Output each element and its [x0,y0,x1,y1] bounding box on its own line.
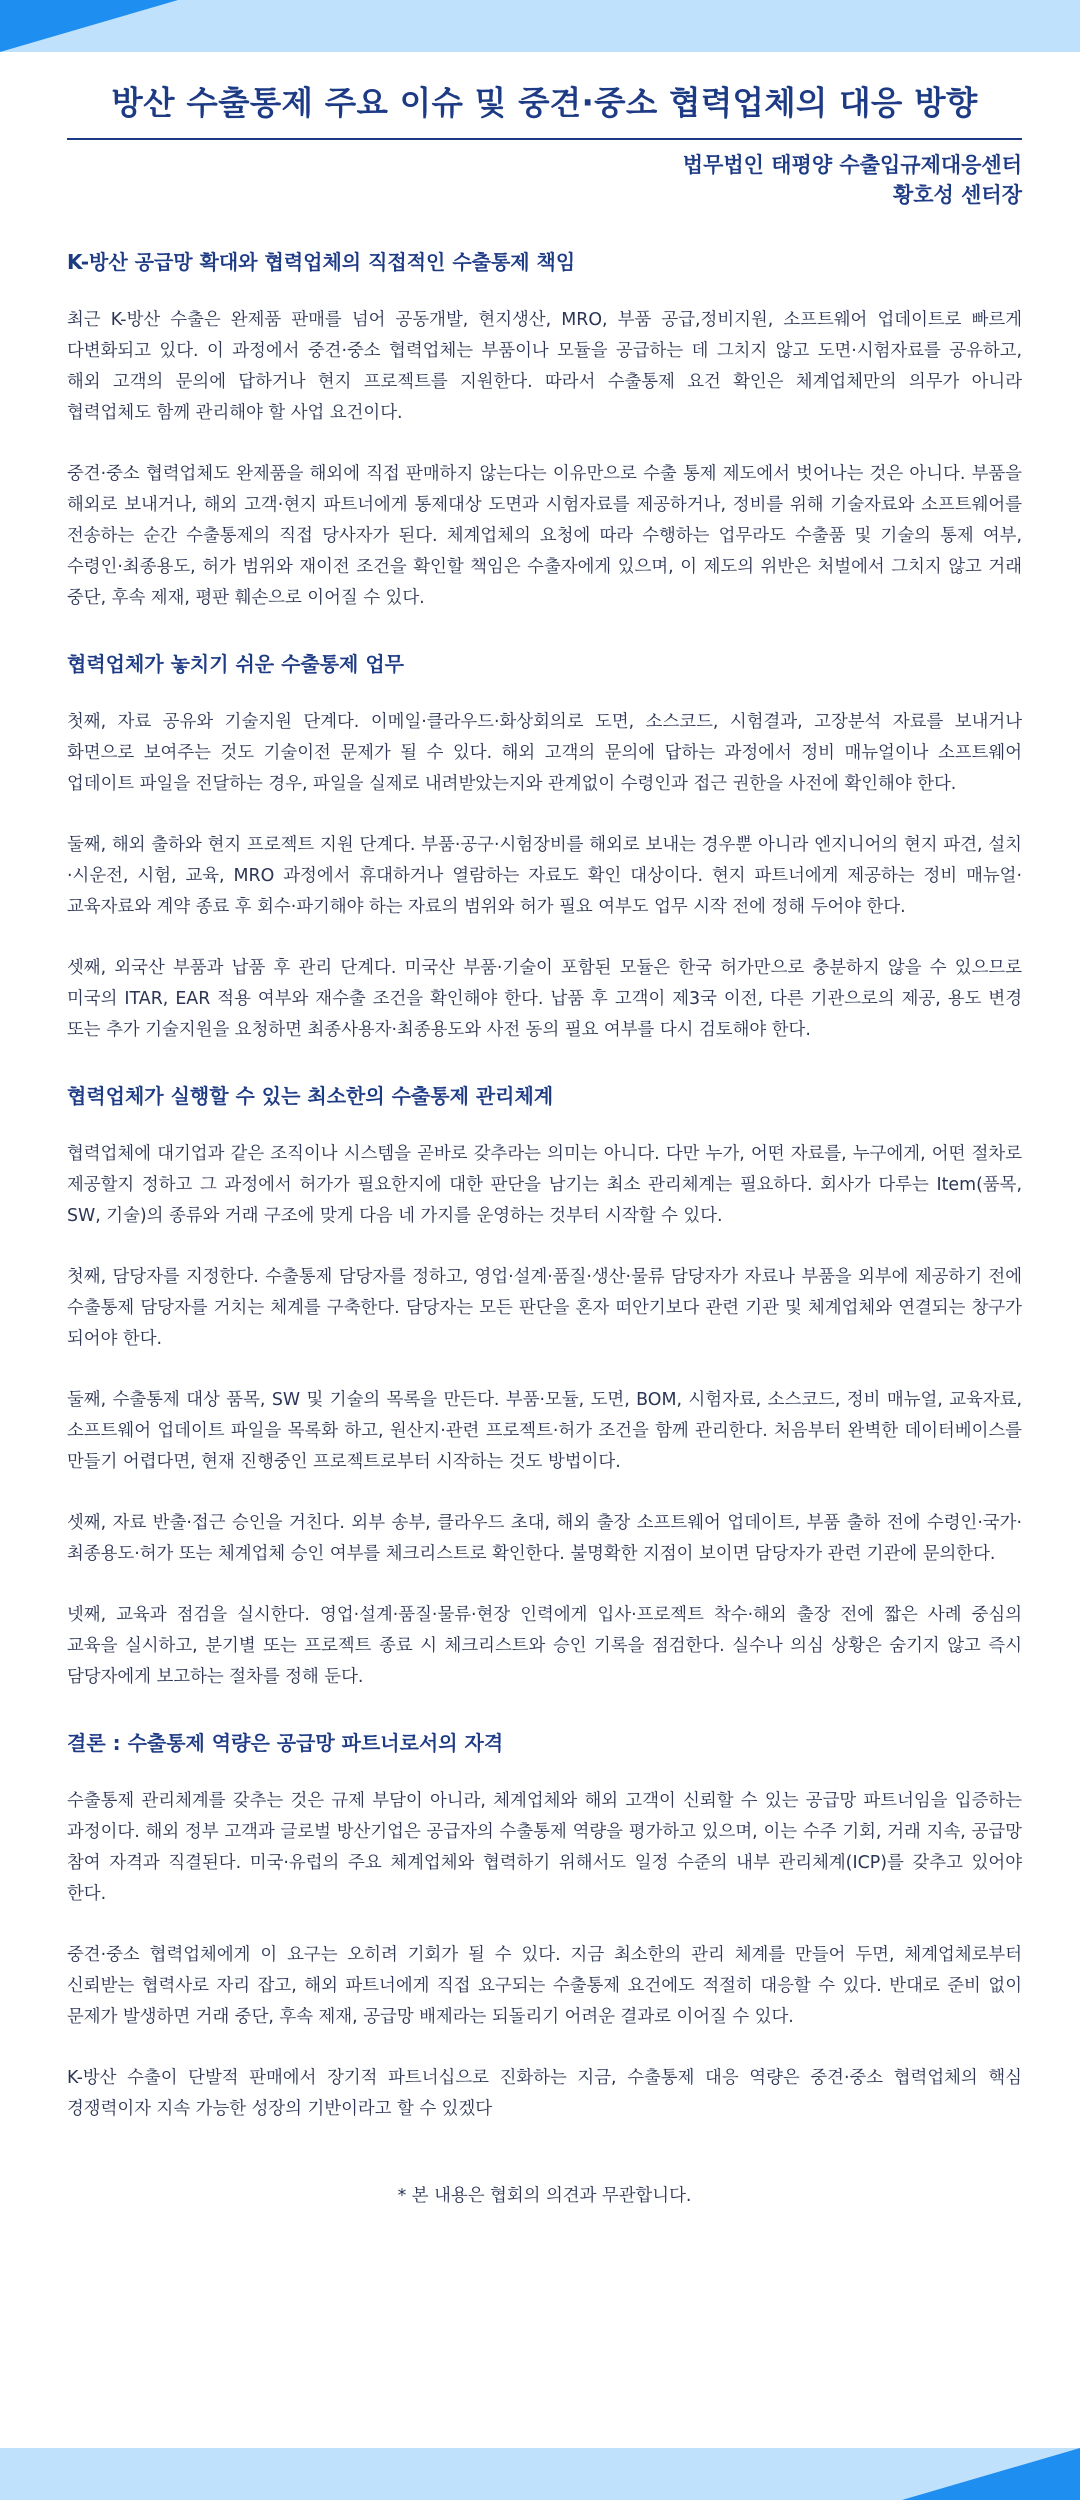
section-heading: 협력업체가 실행할 수 있는 최소한의 수출통제 관리체계 [67,1084,554,1108]
section-paragraph: 협력업체에 대기업과 같은 조직이나 시스템을 곧바로 갖추라는 의미는 아니다. 다만 누가, 어떤 자료를, 누구에게, 어떤 절차로 제공할지 정하고 그 과정에서 허가가 필요한지에 대한 판단을 남기는 최소 관리체계는 필요하다. 회사가 다루는 Item(품목, SW, 기술)의 종류와 거래 구조에 맞게 다음 네 가지를 운영하는 것부터 시작할 수 있다. [67,1144,1022,1226]
page-title: 방산 수출통제 주요 이슈 및 중견·중소 협력업체의 대응 방향 [111,84,978,122]
section-paragraph: 셋째, 외국산 부품과 납품 후 관리 단계다. 미국산 부품·기술이 포함된 모듈은 한국 허가만으로 충분하지 않을 수 있으므로 미국의 ITAR, EAR 적용 여부와 재수출 조건을 확인해야 한다. 납품 후 고객이 제3국 이전, 다른 기관으로의 제공, 용도 변경 또는 추가 기술지원을 요청하면 최종사용자·최종용도와 사전 동의 필요 여부를 다시 검토해야 한다. [67,958,1022,1040]
title-divider [67,138,1022,140]
author-block [67,150,1022,210]
top-decor-triangle [0,0,178,52]
author-organization: 법무법인 태평양 수출입규제대응센터 [682,153,1022,177]
section-paragraph: 둘째, 수출통제 대상 품목, SW 및 기술의 목록을 만든다. 부품·모듈, 도면, BOM, 시험자료, 소스코드, 정비 매뉴얼, 교육자료, 소프트웨어 업데이트 파일을 목록화 하고, 원산지·관련 프로젝트·허가 조건을 함께 관리한다. 처음부터 완벽한 데이터베이스를 만들기 어렵다면, 현재 진행중인 프로젝트로부터 시작하는 것도 방법이다. [67,1390,1022,1472]
section-heading: 결론 : 수출통제 역량은 공급망 파트너로서의 자격 [67,1731,504,1755]
section-paragraph: 셋째, 자료 반출·접근 승인을 거친다. 외부 송부, 클라우드 초대, 해외 출장 소프트웨어 업데이트, 부품 출하 전에 수령인·국가·최종용도·허가 또는 체계업체 승인 여부를 체크리스트로 확인한다. 불명확한 지점이 보이면 담당자가 관련 기관에 문의한다. [67,1513,1022,1564]
section-paragraph: 수출통제 관리체계를 갖추는 것은 규제 부담이 아니라, 체계업체와 해외 고객이 신뢰할 수 있는 공급망 파트너임을 입증하는 과정이다. 해외 정부 고객과 글로벌 방산기업은 공급자의 수출통제 역량을 평가하고 있으며, 이는 수주 기회, 거래 지속, 공급망 참여 자격과 직결된다. 미국·유럽의 주요 체계업체와 협력하기 위해서도 일정 수준의 내부 관리체계(ICP)를 갖추고 있어야 한다. [67,1791,1022,1904]
disclaimer-footnote: * 본 내용은 협회의 의견과 무관합니다. [397,2186,692,2206]
top-decor-band [0,0,1080,52]
section-paragraph: 최근 K-방산 수출은 완제품 판매를 넘어 공동개발, 현지생산, MRO, 부품 공급,정비지원, 소프트웨어 업데이트로 빠르게 다변화되고 있다. 이 과정에서 중견·중소 협력업체는 부품이나 모듈을 공급하는 데 그치지 않고 도면·시험자료를 공유하고, 해외 고객의 문의에 답하거나 현지 프로젝트를 지원한다. 따라서 수출통제 요건 확인은 체계업체만의 의무가 아니라 협력업체도 함께 관리해야 할 사업 요건이다. [67,310,1022,423]
section-paragraph: 중견·중소 협력업체도 완제품을 해외에 직접 판매하지 않는다는 이유만으로 수출 통제 제도에서 벗어나는 것은 아니다. 부품을 해외로 보내거나, 해외 고객·현지 파트너에게 통제대상 도면과 시험자료를 제공하거나, 정비를 위해 기술자료와 소프트웨어를 전송하는 순간 수출통제의 직접 당사자가 된다. 체계업체의 요청에 따라 수행하는 업무라도 수출품 및 기술의 통제 여부, 수령인·최종용도, 허가 범위와 재이전 조건을 확인할 책임은 수출자에게 있으며, 이 제도의 위반은 처벌에서 그치지 않고 거래 중단, 후속 제재, 평판 훼손으로 이어질 수 있다. [67,464,1022,608]
bottom-decor-triangle [902,2448,1080,2500]
author-name: 황호성 센터장 [892,183,1022,207]
section-heading: 협력업체가 놓치기 쉬운 수출통제 업무 [67,652,404,676]
section-paragraph: 둘째, 해외 출하와 현지 프로젝트 지원 단계다. 부품·공구·시험장비를 해외로 보내는 경우뿐 아니라 엔지니어의 현지 파견, 설치·시운전, 시험, 교육, MRO 과정에서 휴대하거나 열람하는 자료도 확인 대상이다. 현지 파트너에게 제공하는 정비 매뉴얼·교육자료와 계약 종료 후 회수·파기해야 하는 자료의 범위와 허가 필요 여부도 업무 시작 전에 정해 두어야 한다. [67,835,1022,917]
section-paragraph: K-방산 수출이 단발적 판매에서 장기적 파트너십으로 진화하는 지금, 수출통제 대응 역량은 중견·중소 협력업체의 핵심 경쟁력이자 지속 가능한 성장의 기반이라고 할 수 있겠다 [67,2068,1022,2119]
section-paragraph: 첫째, 자료 공유와 기술지원 단계다. 이메일·클라우드·화상회의로 도면, 소스코드, 시험결과, 고장분석 자료를 보내거나 화면으로 보여주는 것도 기술이전 문제가 될 수 있다. 해외 고객의 문의에 답하는 과정에서 정비 매뉴얼이나 소프트웨어 업데이트 파일을 전달하는 경우, 파일을 실제로 내려받았는지와 관계없이 수령인과 접근 권한을 사전에 확인해야 한다. [67,712,1022,794]
section-heading: K-방산 공급망 확대와 협력업체의 직접적인 수출통제 책임 [67,250,576,274]
article [67,78,1022,2206]
section-paragraph: 중견·중소 협력업체에게 이 요구는 오히려 기회가 될 수 있다. 지금 최소한의 관리 체계를 만들어 두면, 체계업체로부터 신뢰받는 협력사로 자리 잡고, 해외 파트너에게 직접 요구되는 수출통제 요건에도 적절히 대응할 수 있다. 반대로 준비 없이 문제가 발생하면 거래 중단, 후속 제재, 공급망 배제라는 되돌리기 어려운 결과로 이어질 수 있다. [67,1945,1022,2027]
section-paragraph: 첫째, 담당자를 지정한다. 수출통제 담당자를 정하고, 영업·설계·품질·생산·물류 담당자가 자료나 부품을 외부에 제공하기 전에 수출통제 담당자를 거치는 체계를 구축한다. 담당자는 모든 판단을 혼자 떠안기보다 관련 기관 및 체계업체와 연결되는 창구가 되어야 한다. [67,1267,1022,1349]
section-paragraph: 넷째, 교육과 점검을 실시한다. 영업·설계·품질·물류·현장 인력에게 입사·프로젝트 착수·해외 출장 전에 짧은 사례 중심의 교육을 실시하고, 분기별 또는 프로젝트 종료 시 체크리스트와 승인 기록을 점검한다. 실수나 의심 상황은 숨기지 않고 즉시 담당자에게 보고하는 절차를 정해 둔다. [67,1605,1022,1687]
bottom-decor-band [0,2448,1080,2500]
